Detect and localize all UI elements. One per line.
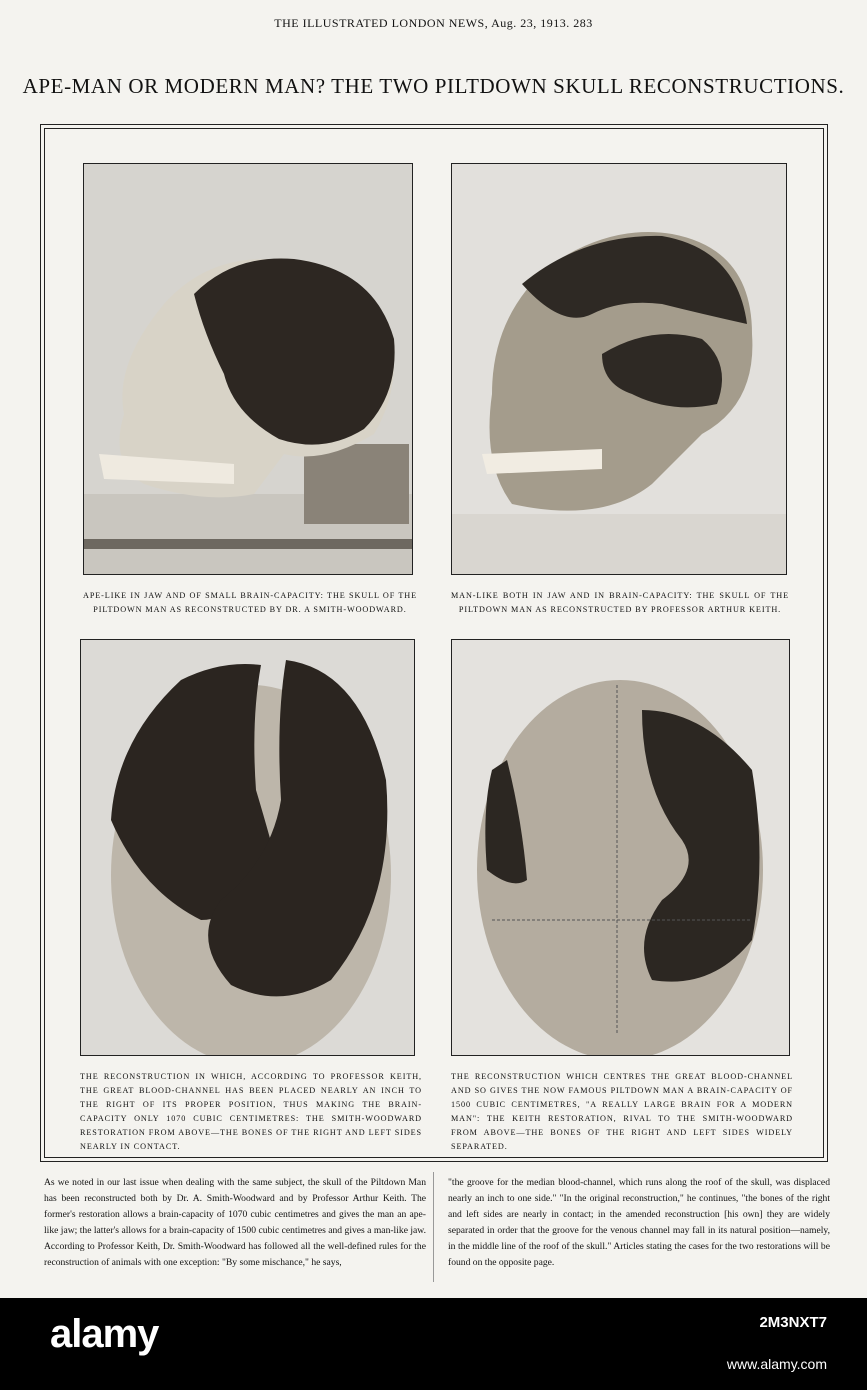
image-id: 2M3NXT7	[759, 1314, 827, 1331]
page-headline: APE-MAN OR MODERN MAN? THE TWO PILTDOWN SKULL RECONSTRUCTIONS.	[22, 74, 845, 98]
masthead: THE ILLUSTRATED LONDON NEWS, Aug. 23, 1913. 283	[274, 16, 593, 30]
photo-skull-top-keith	[451, 639, 790, 1056]
caption-bottom-right: THE RECONSTRUCTION WHICH CENTRES THE GREAT BLOOD-CHANNEL AND SO GIVES THE NOW FAMOUS PILTDOWN MAN A BRAIN-CAPACITY OF 1500 CUBIC CENTIMETRES, "A REALLY LARGE BRAIN FOR A MODERN MAN": THE KEITH RESTORATION, RIVAL TO THE SMITH-WOODWARD FROM ABOVE—THE BONES OF THE RIGHT AND LEFT SIDES WIDELY SEPARATED.	[451, 1072, 793, 1151]
photo-skull-side-keith	[451, 163, 787, 575]
caption-bottom-left: THE RECONSTRUCTION IN WHICH, ACCORDING TO PROFESSOR KEITH, THE GREAT BLOOD-CHANNEL HAS BEEN PLACED NEARLY AN INCH TO THE RIGHT OF ITS PROPER POSITION, THUS MAKING THE BRAIN-CAPACITY ONLY 1070 CUBIC CENTIMETRES: THE SMITH-WOODWARD RESTORATION FROM ABOVE—THE BONES OF THE RIGHT AND LEFT SIDES NEARLY IN CONTACT.	[80, 1072, 422, 1151]
photo-skull-top-smith-woodward	[80, 639, 415, 1056]
article-column-left: As we noted in our last issue when dealing with the same subject, the skull of the Piltdown Man has been reconstructed both by Dr. A. Smith-Woodward and by Professor Arthur Keith. The former's restoration allows a brain-capacity of 1070 cubic centimetres and gives the man an ape-like jaw; the latter's allows for a brain-capacity of 1500 cubic centimetres and gives a man-like jaw. According to Professor Keith, Dr. Smith-Woodward has followed all the well-defined rules for the reconstruction of animals with one exception: "By some mischance," he says,	[44, 1177, 426, 1268]
article-column-right: "the groove for the median blood-channel, which runs along the roof of the skull, was displaced nearly an inch to one side." "In the original reconstruction," he continues, "the bones of the right and left sides are nearly in contact; in the amended reconstruction [his own] they are widely separated in order that the groove for the venous channel may fall in its natural position—namely, in the middle line of the roof of the skull." Articles stating the cases for the two restorations will be found on the opposite page.	[448, 1177, 830, 1268]
column-divider	[433, 1172, 434, 1282]
caption-top-left: APE-LIKE IN JAW AND OF SMALL BRAIN-CAPACITY: THE SKULL OF THE PILTDOWN MAN AS RECONSTRUCTED BY DR. A SMITH-WOODWARD.	[83, 591, 417, 614]
caption-top-right: MAN-LIKE BOTH IN JAW AND IN BRAIN-CAPACITY: THE SKULL OF THE PILTDOWN MAN AS RECONSTRUCTED BY PROFESSOR ARTHUR KEITH.	[451, 591, 789, 614]
photo-skull-side-smith-woodward	[83, 163, 413, 575]
footer-url[interactable]: www.alamy.com	[726, 1356, 827, 1372]
stock-footer	[0, 1298, 867, 1390]
alamy-logo[interactable]: alamy	[50, 1312, 159, 1356]
